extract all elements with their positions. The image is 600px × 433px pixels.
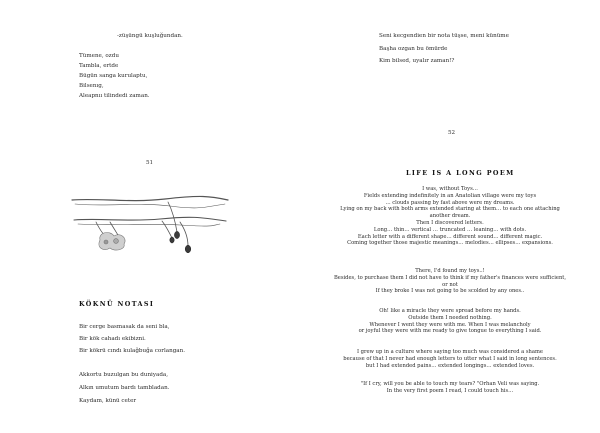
left-poem-line-3: Bir kökrü cındı kulağbuğa corlangan. bbox=[79, 348, 185, 354]
left-top-line-6: Aleapnıı tilindedi zaman. bbox=[79, 93, 150, 99]
left-top-line-5: Bilsenıg, bbox=[79, 83, 104, 89]
stanza2-line-4: If they broke I was not going to be scolded by any ones.. bbox=[375, 288, 525, 295]
poem-stanza-2 bbox=[320, 268, 580, 295]
stanza1-line-9: Coming together those majestic meanings… melodies… ellipses… expansions. bbox=[347, 240, 553, 247]
stanza1-line-5: another dream. bbox=[429, 213, 471, 220]
stanza5-line-2: In the very first poem I read, I could touch his… bbox=[386, 387, 514, 394]
right-top-line-2: Başha ozgan bu ömürde bbox=[379, 46, 448, 52]
left-top-line-1: -züşüngü kuşluğundan. bbox=[117, 33, 183, 39]
poem-title-koknu-notasi: KÖKNÜ NOTASI bbox=[79, 300, 155, 308]
stanza3-line-2: Outside them I needed nothing. bbox=[408, 314, 492, 321]
poem-stanza-4 bbox=[320, 349, 580, 369]
poem-stanza-1 bbox=[320, 186, 580, 247]
stanza1-line-8: Each letter with a different shape… different sound… different magic. bbox=[357, 233, 543, 240]
branch-sketch-illustration bbox=[70, 180, 230, 280]
stanza4-line-2: because of that I never had enough letters to utter what I said in long sentences. bbox=[343, 355, 557, 362]
stanza1-line-7: Long… thin… vertical … truncated … leaning… with dots. bbox=[373, 226, 527, 233]
left-poem-line-2: Bir kök cahadı ekibizni. bbox=[79, 336, 146, 342]
left-poem-line-4: Akkortu buzulgan bu duniyada, bbox=[79, 372, 169, 378]
stanza3-line-4: or joyful they were with me ready to give tongue to everything I said. bbox=[358, 328, 542, 335]
poem-stanza-5 bbox=[320, 381, 580, 395]
stanza2-line-3: or not bbox=[442, 281, 458, 288]
stanza3-line-1: Oh! like a miracle they were spread before my hands. bbox=[379, 308, 521, 314]
left-poem-line-1: Bir cerge basmasak da seni bla, bbox=[79, 324, 170, 330]
poem-title-life-is-a-long-poem: LIFE IS A LONG POEM bbox=[406, 169, 515, 177]
stanza1-line-6: Then I discovered letters. bbox=[416, 219, 484, 226]
page-number-right: 52 bbox=[448, 130, 456, 136]
stanza3-line-3: Whenever I went they were with me. When I was melancholy bbox=[369, 321, 531, 328]
right-top-line-3: Kim bilsed, uyalır zaman!? bbox=[379, 58, 455, 64]
stanza2-line-2: Besides, to purchase them I did not have to think if my father's finances were sufficient, bbox=[333, 274, 567, 281]
stanza1-line-1: I was, without Toys… bbox=[422, 186, 478, 192]
poem-stanza-3 bbox=[320, 308, 580, 335]
stanza1-line-2: Fields extending indefinitely in an Anatolian village were my toys bbox=[363, 192, 537, 199]
stanza4-line-3: but I had extended pains… extended longings… extended loves. bbox=[365, 362, 535, 369]
stanza1-line-3: … clouds passing by fast above were my dreams. bbox=[385, 199, 515, 206]
stanza1-line-4: Lying on my back with both arms extended staring at them… to each one attaching bbox=[340, 206, 560, 213]
left-top-line-3: Tambla, ertde bbox=[79, 63, 119, 69]
right-top-line-1: Seni kecgendien bir nota tüşse, meni künüme bbox=[379, 33, 509, 39]
left-poem-line-5: Alkın umutum bardı tambladan. bbox=[79, 385, 170, 391]
stanza4-line-1: I grew up in a culture where saying too much was considered a shame bbox=[356, 349, 543, 355]
stanza5-line-1: "If I cry, will you be able to touch my tears? "Orhan Veli was saying. bbox=[360, 381, 540, 387]
left-poem-line-6: Kaydam, künü ceter bbox=[79, 398, 137, 404]
left-top-line-2: Tümene, ozdu bbox=[79, 53, 119, 59]
page-number-left: 51 bbox=[146, 160, 154, 166]
left-top-line-4: Bügün sanga kurulaptu, bbox=[79, 73, 148, 79]
stanza2-line-1: There, I'd found my toys..! bbox=[415, 268, 485, 274]
